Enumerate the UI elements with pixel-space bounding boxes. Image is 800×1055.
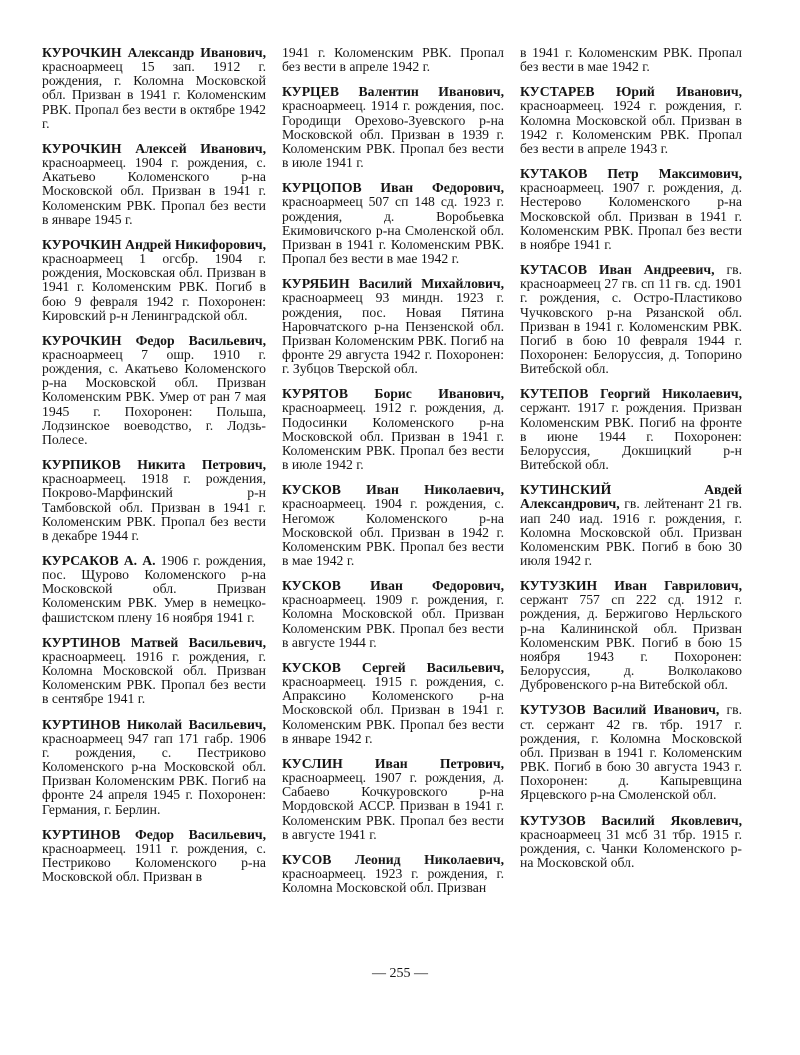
list-item xyxy=(520,167,742,252)
entry-name: КУСКОВ Сергей Васильевич, xyxy=(282,659,504,675)
entry-text: красноармеец. 1918 г. рождения, Покрово-Марфинский р-н Тамбовской обл. Призван в 1941 г. Коломенским РВК. Пропал без вести в декабре 1944 г. xyxy=(42,471,266,543)
entry-text: красноармеец. 1909 г. рождения, г. Коломна Московской обл. Призван Коломенским РВК. Пропал без вести в августе 1944 г. xyxy=(282,592,504,650)
entry-text: красноармеец 31 мсб 31 тбр. 1915 г. рождения, с. Чанки Коломенского р-на Московской обл. xyxy=(520,826,742,870)
entry-name: КУСТАРЕВ Юрий Иванович, xyxy=(520,84,742,100)
entry-text: красноармеец. 1904 г. рождения, с. Акатьево Коломенского р-на Московской обл. Призван в 1941 г. Коломенским РВК. Пропал без вести в январе 1945 г. xyxy=(42,155,266,227)
entry-text: сержант 757 сп 222 сд. 1912 г. рождения, д. Бержигово Нерльского р-на Калининской обл. Призван Коломенским РВК. Погиб в бою 15 ноября 1943 г. Похоронен: Белоруссия, д. Волколаково Дубровенского р-на Витебской обл. xyxy=(520,592,742,693)
list-item xyxy=(520,483,742,568)
list-item-continuation xyxy=(520,46,742,74)
column-middle xyxy=(282,46,504,906)
entry-text: красноармеец. 1907 г. рождения, д. Сабаево Кочкуровского р-на Мордовской АССР. Призван в 1941 г. Коломенским РВК. Пропал без вести в августе 1941 г. xyxy=(282,770,504,842)
list-item xyxy=(282,483,504,568)
list-item xyxy=(520,814,742,871)
entry-text: красноармеец. 1923 г. рождения, г. Коломна Московской обл. Призван xyxy=(282,865,504,896)
entry-text: красноармеец. 1915 г. рождения, с. Апраксино Коломенского р-на Московской обл. Призван в 1941 г. Коломенским РВК. Пропал без вести в январе 1942 г. xyxy=(282,674,504,746)
entry-name: КУРЯТОВ Борис Иванович, xyxy=(282,386,504,402)
list-item xyxy=(42,828,266,885)
entry-name: КУСКОВ Иван Николаевич, xyxy=(282,482,504,498)
page-number: — 255 — xyxy=(372,966,428,981)
list-item xyxy=(42,458,266,543)
entry-name: КУТАСОВ Иван Андреевич, xyxy=(520,262,715,278)
list-item xyxy=(282,85,504,170)
entry-text: красноармеец. 1916 г. рождения, г. Коломна Московской обл. Призван Коломенским РВК. Пропал без вести в сентябре 1941 г. xyxy=(42,648,266,707)
entry-name: КУРОЧКИН Александр Иванович, xyxy=(42,45,266,60)
list-item xyxy=(282,853,504,895)
entry-text: 1941 г. Коломенским РВК. Пропал без вести в апреле 1942 г. xyxy=(282,45,504,75)
entry-text: красноармеец 93 миндн. 1923 г. рождения, пос. Новая Пятина Наровчатского р-на Пензенской обл. Призван Коломенским РВК. Погиб на фронте 29 августа 1942 г. Похоронен: г. Зубцов Тверской обл. xyxy=(282,290,504,377)
entry-name: КУТИНСКИЙ Авдей Александрович, xyxy=(520,482,742,512)
entry-text: красноармеец 947 гап 171 габр. 1906 г. рождения, с. Пестриково Коломенского р-на Московской обл. Призван Коломенским РВК. Погиб на фронте 24 апреля 1945 г. Похоронен: Германия, г. Берлин. xyxy=(42,730,266,817)
list-item xyxy=(42,46,266,131)
list-item xyxy=(282,277,504,376)
entry-name: КУТЕПОВ Георгий Николаевич, xyxy=(520,386,742,402)
entry-name: КУСОВ Леонид Николаевич, xyxy=(282,851,504,867)
entry-text: гв. ст. сержант 42 гв. тбр. 1917 г. рождения, г. Коломна Московской обл. Призван в 1941 г. Коломенским РВК. Погиб в бою 30 августа 1943 г. Похоронен: д. Капыревщина Ярцевского р-на Смоленской обл. xyxy=(520,702,742,803)
entry-name: КУРОЧКИН Федор Васильевич, xyxy=(42,332,266,348)
entry-text: 1906 г. рождения, пос. Щурово Коломенского р-на Московской обл. Призван Коломенским РВК. Умер в немецко-фашистском плену 16 ноября 1941 г. xyxy=(42,553,266,625)
list-item xyxy=(42,238,266,323)
entry-name: КУТУЗОВ Василий Яковлевич, xyxy=(520,812,742,828)
column-right xyxy=(520,46,742,881)
list-item xyxy=(282,757,504,842)
list-item xyxy=(42,554,266,625)
entry-text: красноармеец. 1924 г. рождения, г. Коломна Московской обл. Призван в 1942 г. Коломенским РВК. Пропал без вести в апреле 1943 г. xyxy=(520,98,742,156)
entry-name: КУСЛИН Иван Петрович, xyxy=(282,755,504,771)
entry-name: КУРТИНОВ Федор Васильевич, xyxy=(42,826,266,842)
entry-text: красноармеец. 1914 г. рождения, пос. Городищи Орехово-Зуевского р-на Московской обл. Призван в 1939 г. Коломенским РВК. Пропал без вести в июле 1941 г. xyxy=(282,98,504,171)
list-item xyxy=(42,718,266,817)
entry-text: красноармеец 15 зап. 1912 г. рождения, г. Коломна Московской обл. Призван в 1941 г. Коломенским РВК. Пропал без вести в октябре 1942 г. xyxy=(42,59,266,131)
list-item-continuation xyxy=(282,46,504,74)
entry-text: гв. лейтенант 21 гв. иап 240 иад. 1916 г. рождения, г. Коломна Московской обл. Призван Коломенским РВК. Погиб в бою 30 июля 1942 г. xyxy=(520,496,742,568)
entry-text: гв. красноармеец 27 гв. сп 11 гв. сд. 1901 г. рождения, с. Остро-Пластиково Чучковского р-на Рязанской обл. Призван в 1941 г. Коломенским РВК. Погиб в бою 10 февраля 1944 г. Похоронен: Белоруссия, д. Топорино Витебской обл. xyxy=(520,262,743,377)
entry-name: КУРЦОПОВ Иван Федорович, xyxy=(282,180,504,196)
list-item xyxy=(282,661,504,746)
list-item xyxy=(282,579,504,650)
list-item xyxy=(42,334,266,447)
entry-name: КУТУЗКИН Иван Гаврилович, xyxy=(520,578,742,594)
entry-name: КУСКОВ Иван Федорович, xyxy=(282,578,504,594)
entry-name: КУРТИНОВ Матвей Васильевич, xyxy=(42,634,266,650)
entry-text: красноармеец 507 сп 148 сд. 1923 г. рождения, д. Воробьевка Екимовичского р-на Смоленской обл. Призван в 1941 г. Коломенским РВК. Пропал без вести в мае 1942 г. xyxy=(282,194,504,267)
entry-name: КУРЯБИН Василий Михайлович, xyxy=(282,276,504,292)
list-item xyxy=(520,387,742,472)
entry-text: в 1941 г. Коломенским РВК. Пропал без вести в мае 1942 г. xyxy=(520,45,742,75)
entry-text: красноармеец. 1911 г. рождения, с. Пестриково Коломенского р-на Московской обл. Призван в xyxy=(42,840,266,885)
entry-name: КУРЦЕВ Валентин Иванович, xyxy=(282,84,504,100)
entry-name: КУРОЧКИН Алексей Иванович, xyxy=(42,140,266,156)
list-item xyxy=(282,181,504,266)
list-item xyxy=(520,579,742,692)
list-item xyxy=(520,703,742,802)
entry-name: КУРПИКОВ Никита Петрович, xyxy=(42,457,266,473)
entry-text: красноармеец. 1904 г. рождения, с. Негомож Коломенского р-на Московской обл. Призван в 1942 г. Коломенским РВК. Пропал без вести в мае 1942 г. xyxy=(282,496,504,568)
list-item xyxy=(42,636,266,707)
column-left xyxy=(42,46,266,895)
entry-text: красноармеец 7 ошр. 1910 г. рождения, с. Акатьево Коломенского р-на Московской обл. Призван Коломенским РВК. Умер от ран 7 мая 1945 г. Похоронен: Польша, Лодзинское воеводство, г. Лодзь-Полесе. xyxy=(42,346,266,447)
entry-text: красноармеец. 1907 г. рождения, д. Нестерово Коломенского р-на Московской обл. Призван в 1941 г. Коломенским РВК. Пропал без вести в ноябре 1941 г. xyxy=(520,180,742,252)
list-item xyxy=(42,142,266,227)
entry-name: КУРТИНОВ Николай Васильевич, xyxy=(42,716,266,732)
list-item xyxy=(282,387,504,472)
entry-text: сержант. 1917 г. рождения. Призван Коломенским РВК. Погиб на фронте в июне 1944 г. Похоронен: Белоруссия, Докшицкий р-н Витебской обл. xyxy=(520,400,742,473)
entry-name: КУРОЧКИН Андрей Никифорович, xyxy=(42,236,266,252)
entry-name: КУРСАКОВ А. А. xyxy=(42,553,156,568)
entry-text: красноармеец 1 огсбр. 1904 г. рождения, Московская обл. Призван в 1941 г. Коломенским РВК. Погиб в бою 9 февраля 1942 г. Похоронен: Кировский р-н Ленинградской обл. xyxy=(42,251,266,323)
list-item xyxy=(520,263,742,376)
list-item xyxy=(520,85,742,156)
entry-name: КУТАКОВ Петр Максимович, xyxy=(520,166,742,182)
entry-text: красноармеец. 1912 г. рождения, д. Подосинки Коломенского р-на Московской обл. Призван в 1941 г. Коломенским РВК. Пропал без вести в июле 1942 г. xyxy=(282,400,504,473)
entry-name: КУТУЗОВ Василий Иванович, xyxy=(520,702,720,718)
